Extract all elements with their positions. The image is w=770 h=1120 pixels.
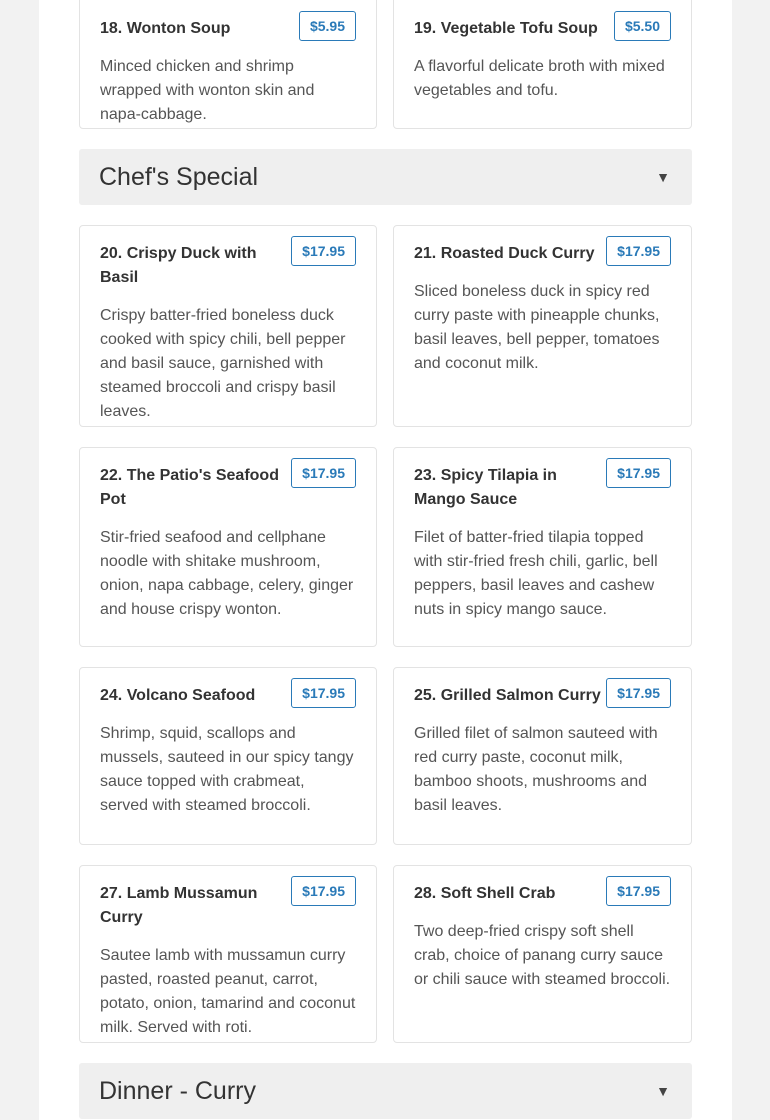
price-badge: $5.50 bbox=[614, 11, 671, 41]
price-badge: $17.95 bbox=[606, 458, 671, 488]
item-description: Grilled filet of salmon sauteed with red curry paste, coconut milk, bamboo shoots, mushrooms and basil leaves. bbox=[414, 725, 658, 814]
menu-item-card[interactable] bbox=[393, 0, 692, 129]
item-description: Two deep-fried crispy soft shell crab, choice of panang curry sauce or chili sauce with steamed broccoli. bbox=[414, 923, 671, 988]
price-badge: $17.95 bbox=[291, 236, 356, 266]
item-description: Shrimp, squid, scallops and mussels, sauteed in our spicy tangy sauce topped with crabmeat, served with steamed broccoli. bbox=[100, 725, 354, 814]
item-description: Minced chicken and shrimp wrapped with wonton skin and napa-cabbage. bbox=[100, 58, 315, 123]
chevron-down-icon[interactable]: ▼ bbox=[656, 169, 670, 185]
item-name: 20. Crispy Duck with Basil bbox=[100, 245, 257, 286]
price-badge: $17.95 bbox=[606, 876, 671, 906]
item-description: Sliced boneless duck in spicy red curry paste with pineapple chunks, basil leaves, bell pepper, tomatoes and coconut milk. bbox=[414, 283, 660, 372]
price-badge: $17.95 bbox=[606, 678, 671, 708]
menu-item-card[interactable] bbox=[393, 865, 692, 1043]
menu-item-card[interactable] bbox=[79, 667, 377, 845]
section-header-dinner-curry[interactable] bbox=[79, 1063, 692, 1119]
price-badge: $5.95 bbox=[299, 11, 356, 41]
section-title: Chef's Special bbox=[99, 163, 259, 191]
item-name: 21. Roasted Duck Curry bbox=[414, 245, 595, 262]
price-badge: $17.95 bbox=[291, 678, 356, 708]
menu-item-card[interactable] bbox=[79, 225, 377, 427]
menu-item-card[interactable] bbox=[393, 667, 692, 845]
section-header-chefs-special[interactable] bbox=[79, 149, 692, 205]
item-name: 22. The Patio's Seafood Pot bbox=[100, 467, 279, 508]
item-name: 18. Wonton Soup bbox=[100, 20, 231, 37]
chevron-down-icon[interactable]: ▼ bbox=[656, 1083, 670, 1099]
menu-item-card[interactable] bbox=[393, 225, 692, 427]
item-name: 24. Volcano Seafood bbox=[100, 687, 256, 704]
menu-item-card[interactable] bbox=[79, 447, 377, 647]
item-description: A flavorful delicate broth with mixed vegetables and tofu. bbox=[414, 58, 665, 99]
price-badge: $17.95 bbox=[291, 876, 356, 906]
menu-item-card[interactable] bbox=[79, 865, 377, 1043]
item-description: Filet of batter-fried tilapia topped with stir-fried fresh chili, garlic, bell peppers, basil leaves and cashew nuts in spicy mango sauce. bbox=[414, 529, 658, 618]
item-description: Stir-fried seafood and cellphane noodle with shitake mushroom, onion, napa cabbage, celery, ginger and house crispy wonton. bbox=[100, 529, 354, 618]
item-description: Sautee lamb with mussamun curry pasted, roasted peanut, carrot, potato, onion, tamarind and coconut milk. Served with roti. bbox=[100, 947, 356, 1036]
menu-item-card[interactable] bbox=[79, 0, 377, 129]
price-badge: $17.95 bbox=[291, 458, 356, 488]
item-description: Crispy batter-fried boneless duck cooked with spicy chili, bell pepper and basil sauce, garnished with steamed broccoli and crispy basil leaves. bbox=[100, 307, 346, 420]
item-name: 23. Spicy Tilapia in Mango Sauce bbox=[414, 467, 557, 508]
item-name: 28. Soft Shell Crab bbox=[414, 885, 556, 902]
menu-item-card[interactable] bbox=[393, 447, 692, 647]
item-name: 25. Grilled Salmon Curry bbox=[414, 687, 601, 704]
price-badge: $17.95 bbox=[606, 236, 671, 266]
item-name: 27. Lamb Mussamun Curry bbox=[100, 885, 258, 926]
section-title: Dinner - Curry bbox=[99, 1077, 256, 1105]
item-name: 19. Vegetable Tofu Soup bbox=[414, 20, 598, 37]
